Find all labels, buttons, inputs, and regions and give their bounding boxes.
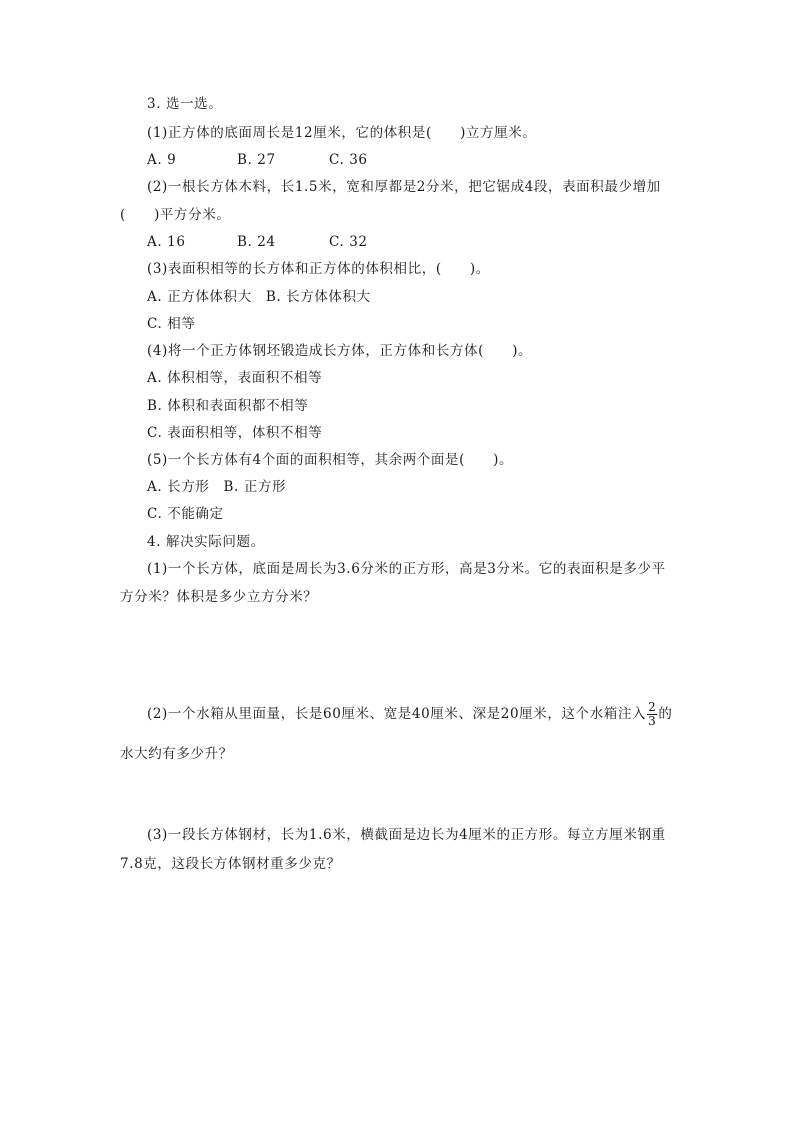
q3-stem: (3)表面积相等的长方体和正方体的体积相比，( )。 bbox=[147, 261, 490, 277]
q2-stem-line1: (2)一根长方体木料，长1.5米，宽和厚都是2分米，把它锯成4段，表面积最少增加 bbox=[147, 179, 661, 195]
q4-option-b: B. 体积和表面积都不相等 bbox=[147, 398, 309, 414]
q1-option-b: B. 27 bbox=[237, 152, 276, 168]
section-3-heading: 3. 选一选。 bbox=[147, 96, 223, 112]
p1-line1: (1)一个长方体，底面是周长为3.6分米的正方形，高是3分米。它的表面积是多少平 bbox=[147, 561, 666, 577]
q1-stem: (1)正方体的底面周长是12厘米，它的体积是( )立方厘米。 bbox=[147, 125, 537, 141]
q3-options-ab: A. 正方体体积大 B. 长方体体积大 bbox=[147, 289, 371, 305]
q4-option-a: A. 体积相等，表面积不相等 bbox=[147, 370, 323, 386]
p2-fraction-numerator: 2 bbox=[648, 700, 657, 714]
p2-line1-end: 的 bbox=[658, 706, 673, 722]
p2-line1 bbox=[147, 697, 672, 731]
q5-options-ab: A. 长方形 B. 正方形 bbox=[147, 479, 287, 495]
section-4-heading: 4. 解决实际问题。 bbox=[147, 534, 265, 550]
p2-line2: 水大约有多少升？ bbox=[120, 746, 233, 762]
q2-option-c: C. 32 bbox=[329, 234, 368, 250]
p3-line1: (3)一段长方体钢材，长为1.6米，横截面是边长为4厘米的正方形。每立方厘米钢重 bbox=[147, 827, 666, 843]
q3-option-c: C. 相等 bbox=[147, 316, 196, 332]
q5-option-c: C. 不能确定 bbox=[147, 506, 224, 522]
p1-line2: 方分米？体积是多少立方分米？ bbox=[120, 589, 318, 605]
q1-option-c: C. 36 bbox=[329, 152, 368, 168]
q1-options bbox=[147, 150, 368, 170]
p3-line2: 7.8克，这段长方体钢材重多少克？ bbox=[120, 856, 341, 872]
q4-stem: (4)将一个正方体钢坯锻造成长方体，正方体和长方体( )。 bbox=[147, 343, 533, 359]
q2-stem-line2: ( )平方分米。 bbox=[120, 207, 231, 223]
q2-option-b: B. 24 bbox=[237, 234, 276, 250]
q1-option-a: A. 9 bbox=[147, 152, 177, 168]
q4-option-c: C. 表面积相等，体积不相等 bbox=[147, 425, 323, 441]
p2-line1-text: (2)一个水箱从里面量，长是60厘米、宽是40厘米、深是20厘米，这个水箱注入 bbox=[147, 706, 647, 722]
p2-fraction-denominator: 3 bbox=[648, 714, 657, 728]
q2-options bbox=[147, 232, 368, 252]
p2-fraction bbox=[647, 701, 657, 728]
q2-option-a: A. 16 bbox=[147, 234, 186, 250]
q5-stem: (5)一个长方体有4个面的面积相等，其余两个面是( )。 bbox=[147, 452, 514, 468]
